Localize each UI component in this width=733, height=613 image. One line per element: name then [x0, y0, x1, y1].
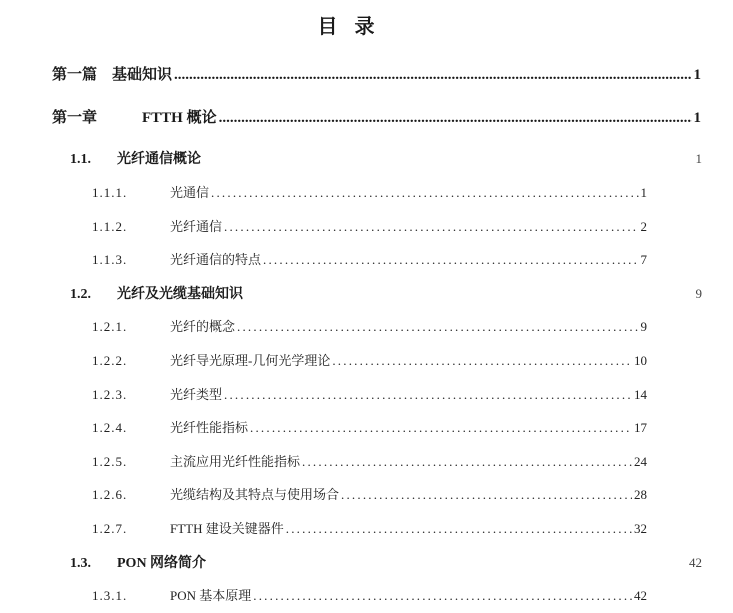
toc-entry-section[interactable]: [70, 553, 702, 573]
toc-title: 目 录: [317, 16, 381, 38]
toc-entry-number: 1.3.: [70, 556, 91, 571]
toc-entry-title: 主流应用光纤性能指标: [170, 454, 301, 469]
toc-entry-title: 光纤通信概论: [117, 152, 201, 167]
toc-entry-subsection[interactable]: [92, 183, 647, 203]
toc-entry-section[interactable]: [70, 284, 702, 304]
toc-entry-page: 10: [634, 353, 647, 368]
toc-entry-number: 1.1.1.: [92, 185, 128, 200]
toc-entry-number: 第一章: [52, 110, 98, 126]
dot-leader: [219, 108, 692, 128]
dot-leader: [224, 217, 638, 237]
toc-entry-page: 1: [693, 110, 701, 126]
dot-leader: [253, 586, 632, 606]
toc-entry-title: 光缆结构及其特点与使用场合: [170, 487, 340, 502]
toc-entry-page: 42: [689, 555, 702, 570]
toc-entry-page: 28: [634, 487, 647, 502]
toc-entry-subsection[interactable]: [92, 385, 647, 405]
dot-leader: [286, 519, 632, 539]
dot-leader: [302, 452, 632, 472]
toc-entry-number: 1.3.1.: [92, 588, 128, 603]
toc-entry-page: 24: [634, 454, 647, 469]
toc-entry-title: 光纤导光原理-几何光学理论: [170, 353, 331, 368]
toc-entry-subsection[interactable]: [92, 250, 647, 270]
toc-entry-subsection[interactable]: [92, 452, 647, 472]
dot-leader: [341, 485, 632, 505]
toc-entry-page: 9: [640, 319, 647, 334]
toc-entry-page: 1: [640, 185, 647, 200]
toc-entry-title: 光纤通信的特点: [170, 252, 262, 267]
toc-entry-number: 1.2.5.: [92, 454, 128, 469]
toc-entry-number: 1.2.1.: [92, 319, 128, 334]
toc-entry-page: 1: [695, 151, 702, 166]
toc-entry-number: 1.2.: [70, 287, 91, 302]
toc-entry-title: 光纤类型: [170, 387, 223, 402]
toc-entry-title: 光纤性能指标: [170, 420, 249, 435]
toc-entry-subsection[interactable]: [92, 586, 647, 606]
toc-entry-page: 17: [634, 420, 647, 435]
toc-entry-page: 9: [695, 286, 702, 301]
toc-entry-subsection[interactable]: [92, 351, 647, 371]
toc-entry-subsection[interactable]: [92, 418, 647, 438]
toc-entry-subsection[interactable]: [92, 317, 647, 337]
toc-entry-page: 14: [634, 387, 647, 402]
toc-entry-page: 32: [634, 521, 647, 536]
toc-entry-part[interactable]: [52, 65, 701, 85]
toc-entry-page: 2: [640, 219, 647, 234]
toc-entry-title: FTTH 概论: [142, 110, 217, 126]
toc-entry-page: 42: [634, 588, 647, 603]
toc-entry-chapter[interactable]: [52, 108, 701, 128]
dot-leader: [237, 317, 638, 337]
dot-leader: [211, 183, 638, 203]
toc-entry-subsection[interactable]: [92, 217, 647, 237]
toc-entry-page: 1: [693, 67, 701, 83]
toc-entry-number: 1.2.6.: [92, 487, 128, 502]
toc-entry-title: 基础知识: [112, 67, 173, 83]
toc-entry-subsection[interactable]: [92, 519, 647, 539]
toc-entry-title: FTTH 建设关键器件: [170, 521, 284, 536]
dot-leader: [263, 250, 638, 270]
toc-entry-title: 光纤通信: [170, 219, 223, 234]
toc-entry-number: 第一篇: [52, 67, 98, 83]
toc-entry-number: 1.1.: [70, 152, 91, 167]
toc-entry-number: 1.2.2.: [92, 353, 128, 368]
toc-entry-number: 1.2.7.: [92, 521, 128, 536]
toc-entry-title: 光纤的概念: [170, 319, 236, 334]
toc-entry-number: 1.2.4.: [92, 420, 128, 435]
toc-entry-title: PON 基本原理: [170, 588, 252, 603]
dot-leader: [332, 351, 632, 371]
toc-entry-title: PON 网络简介: [117, 556, 207, 571]
toc-entry-title: 光通信: [170, 185, 210, 200]
toc-entry-number: 1.2.3.: [92, 387, 128, 402]
dot-leader: [224, 385, 632, 405]
toc-entry-number: 1.1.3.: [92, 252, 128, 267]
toc-entry-page: 7: [640, 252, 647, 267]
toc-entry-subsection[interactable]: [92, 485, 647, 505]
toc-entry-section[interactable]: [70, 149, 702, 169]
dot-leader: [250, 418, 632, 438]
toc-entry-title: 光纤及光缆基础知识: [117, 287, 243, 302]
toc-entry-number: 1.1.2.: [92, 219, 128, 234]
dot-leader: [174, 65, 691, 85]
